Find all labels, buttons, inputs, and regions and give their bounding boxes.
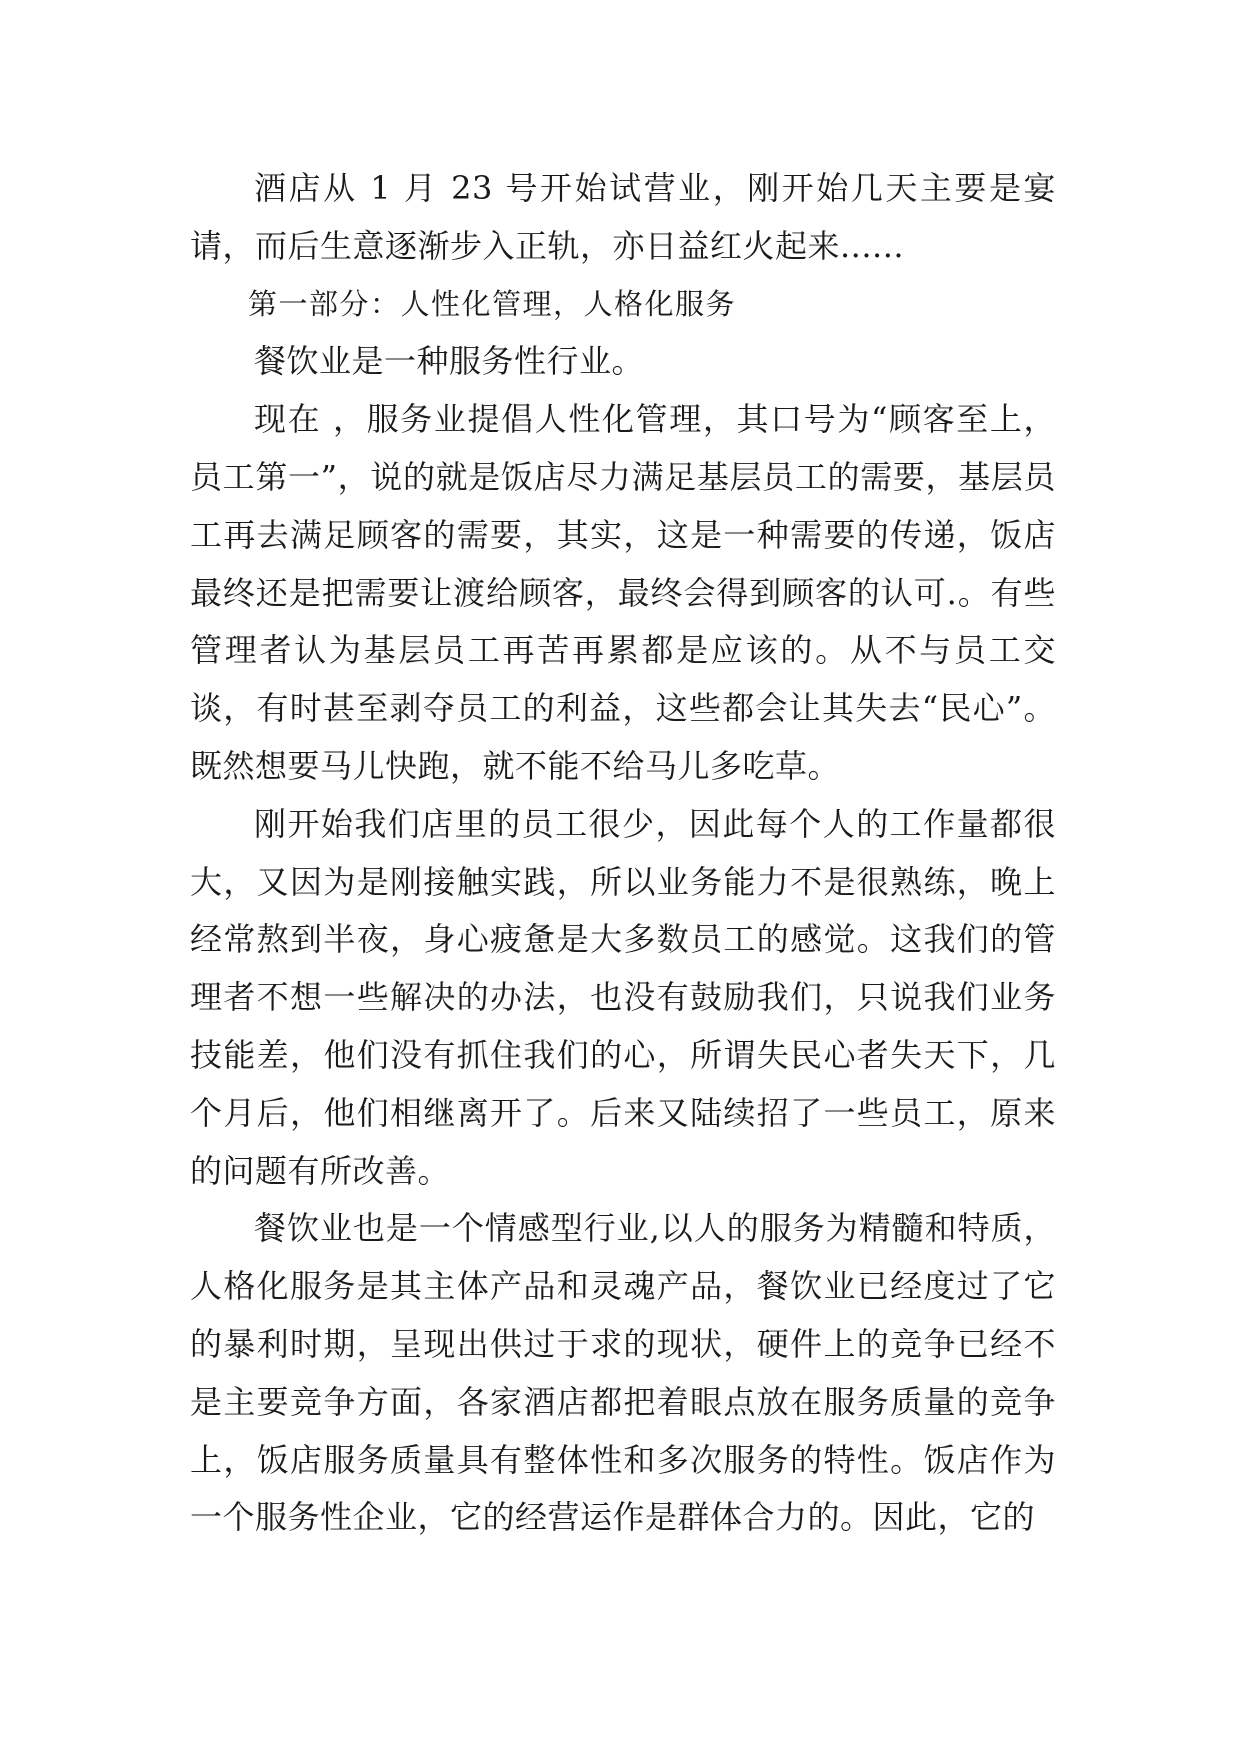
document-body (190, 160, 1056, 1547)
paragraph-intro: 酒店从 1 月 23 号开始试营业，刚开始几天主要是宴请，而后生意逐渐步入正轨，亦日益红火起来...... (190, 169, 1056, 265)
paragraph-personalized-service: 餐饮业也是一个情感型行业,以人的服务为精髓和特质，人格化服务是其主体产品和灵魂产品，餐饮业已经度过了它的暴利时期，呈现出供过于求的现状，硬件上的竞争已经不是主要竞争方面，各家酒店都把着眼点放在服务质量的竞争上，饭店服务质量具有整体性和多次服务的特性。饭店作为一个服务性企业，它的经营运作是群体合力的。因此，它的 (190, 1209, 1056, 1537)
paragraph-humanized-management: 现在 ，服务业提倡人性化管理，其口号为“顾客至上，员工第一”，说的就是饭店尽力满足基层员工的需要，基层员工再去满足顾客的需要，其实，这是一种需要的传递，饭店最终还是把需要让渡给顾客，最终会得到顾客的认可.。有些管理者认为基层员工再苦再累都是应该的。从不与员工交谈，有时甚至剥夺员工的利益，这些都会让其失去“民心”。既然想要马儿快跑，就不能不给马儿多吃草。 (190, 400, 1056, 785)
paragraph-industry: 餐饮业是一种服务性行业。 (254, 342, 645, 381)
section-heading: 第一部分：人性化管理，人格化服务 (248, 286, 737, 321)
paragraph-staff-experience: 刚开始我们店里的员工很少，因此每个人的工作量都很大，又因为是刚接触实践，所以业务能力不是很熟练，晚上经常熬到半夜，身心疲惫是大多数员工的感觉。这我们的管理者不想一些解决的办法，也没有鼓励我们，只说我们业务技能差，他们没有抓住我们的心，所谓失民心者失天下，几个月后，他们相继离开了。后来又陆续招了一些员工，原来的问题有所改善。 (190, 804, 1056, 1190)
